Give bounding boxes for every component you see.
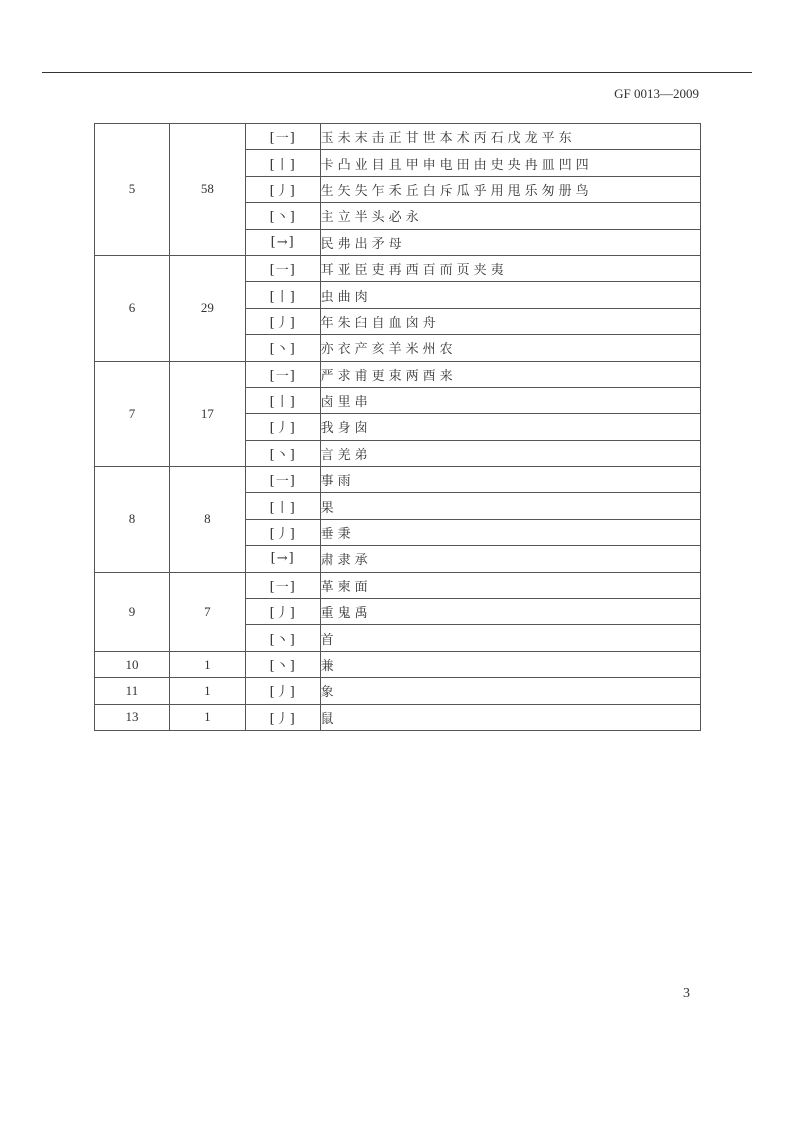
characters-cell: 生矢失乍禾丘白斥瓜乎用甩乐匆册鸟 — [320, 176, 700, 202]
character-total-cell: 7 — [169, 572, 245, 651]
first-stroke-cell: [一] — [245, 124, 320, 150]
characters-cell: 耳亚臣吏再西百而页夹夷 — [320, 255, 700, 281]
character-total-cell: 1 — [169, 704, 245, 730]
first-stroke-cell: [丿] — [245, 704, 320, 730]
characters-cell: 果 — [320, 493, 700, 519]
first-stroke-cell: [一] — [245, 572, 320, 598]
document-code: GF 0013—2009 — [614, 86, 699, 101]
first-stroke-cell: [丶] — [245, 625, 320, 651]
characters-cell: 我身囱 — [320, 414, 700, 440]
table-row — [95, 651, 701, 677]
character-total-cell: 58 — [169, 124, 245, 256]
characters-cell: 首 — [320, 625, 700, 651]
characters-cell: 亦衣产亥羊米州农 — [320, 335, 700, 361]
characters-cell: 虫曲肉 — [320, 282, 700, 308]
first-stroke-cell: [丶] — [245, 651, 320, 677]
characters-cell: 象 — [320, 678, 700, 704]
characters-cell: 卡凸业目且甲申电田由史央冉皿凹四 — [320, 150, 700, 176]
stroke-count-cell: 6 — [95, 255, 170, 361]
stroke-count-cell: 13 — [95, 704, 170, 730]
first-stroke-cell: [一] — [245, 255, 320, 281]
table-row — [95, 124, 701, 150]
characters-cell: 卤里串 — [320, 387, 700, 413]
table-row — [95, 678, 701, 704]
stroke-count-cell: 11 — [95, 678, 170, 704]
stroke-count-cell: 10 — [95, 651, 170, 677]
stroke-count-cell: 5 — [95, 124, 170, 256]
character-total-cell: 8 — [169, 467, 245, 573]
first-stroke-cell: [丨] — [245, 150, 320, 176]
table-row — [95, 255, 701, 281]
first-stroke-cell: [丿] — [245, 308, 320, 334]
stroke-count-cell: 7 — [95, 361, 170, 467]
page-number: 3 — [683, 986, 690, 1001]
characters-cell: 严求甫更束两酉来 — [320, 361, 700, 387]
first-stroke-cell: [丿] — [245, 176, 320, 202]
first-stroke-cell: [丶] — [245, 440, 320, 466]
first-stroke-cell: [丶] — [245, 335, 320, 361]
first-stroke-cell: [丨] — [245, 282, 320, 308]
first-stroke-cell: [丿] — [245, 599, 320, 625]
stroke-character-table — [94, 123, 701, 731]
table-row — [95, 572, 701, 598]
first-stroke-cell: [一] — [245, 361, 320, 387]
characters-cell: 事雨 — [320, 467, 700, 493]
table-row — [95, 467, 701, 493]
characters-cell: 主立半头必永 — [320, 203, 700, 229]
table-body — [95, 124, 701, 731]
characters-cell: 肃隶承 — [320, 546, 700, 572]
first-stroke-cell: [→] — [245, 229, 320, 255]
first-stroke-cell: [丨] — [245, 493, 320, 519]
characters-cell: 革柬面 — [320, 572, 700, 598]
characters-cell: 鼠 — [320, 704, 700, 730]
stroke-count-cell: 9 — [95, 572, 170, 651]
character-total-cell: 1 — [169, 651, 245, 677]
characters-cell: 兼 — [320, 651, 700, 677]
first-stroke-cell: [丨] — [245, 387, 320, 413]
first-stroke-cell: [丿] — [245, 678, 320, 704]
first-stroke-cell: [丿] — [245, 519, 320, 545]
table-row — [95, 704, 701, 730]
character-total-cell: 29 — [169, 255, 245, 361]
first-stroke-cell: [丶] — [245, 203, 320, 229]
characters-cell: 玉未末击正甘世本术丙石戊龙平东 — [320, 124, 700, 150]
stroke-count-cell: 8 — [95, 467, 170, 573]
header-rule — [42, 72, 752, 73]
first-stroke-cell: [一] — [245, 467, 320, 493]
character-total-cell: 1 — [169, 678, 245, 704]
first-stroke-cell: [→] — [245, 546, 320, 572]
characters-cell: 重鬼禹 — [320, 599, 700, 625]
characters-cell: 言羌弟 — [320, 440, 700, 466]
characters-cell: 年朱臼自血囟舟 — [320, 308, 700, 334]
table-row — [95, 361, 701, 387]
characters-cell: 垂秉 — [320, 519, 700, 545]
character-total-cell: 17 — [169, 361, 245, 467]
characters-cell: 民弗出矛母 — [320, 229, 700, 255]
first-stroke-cell: [丿] — [245, 414, 320, 440]
